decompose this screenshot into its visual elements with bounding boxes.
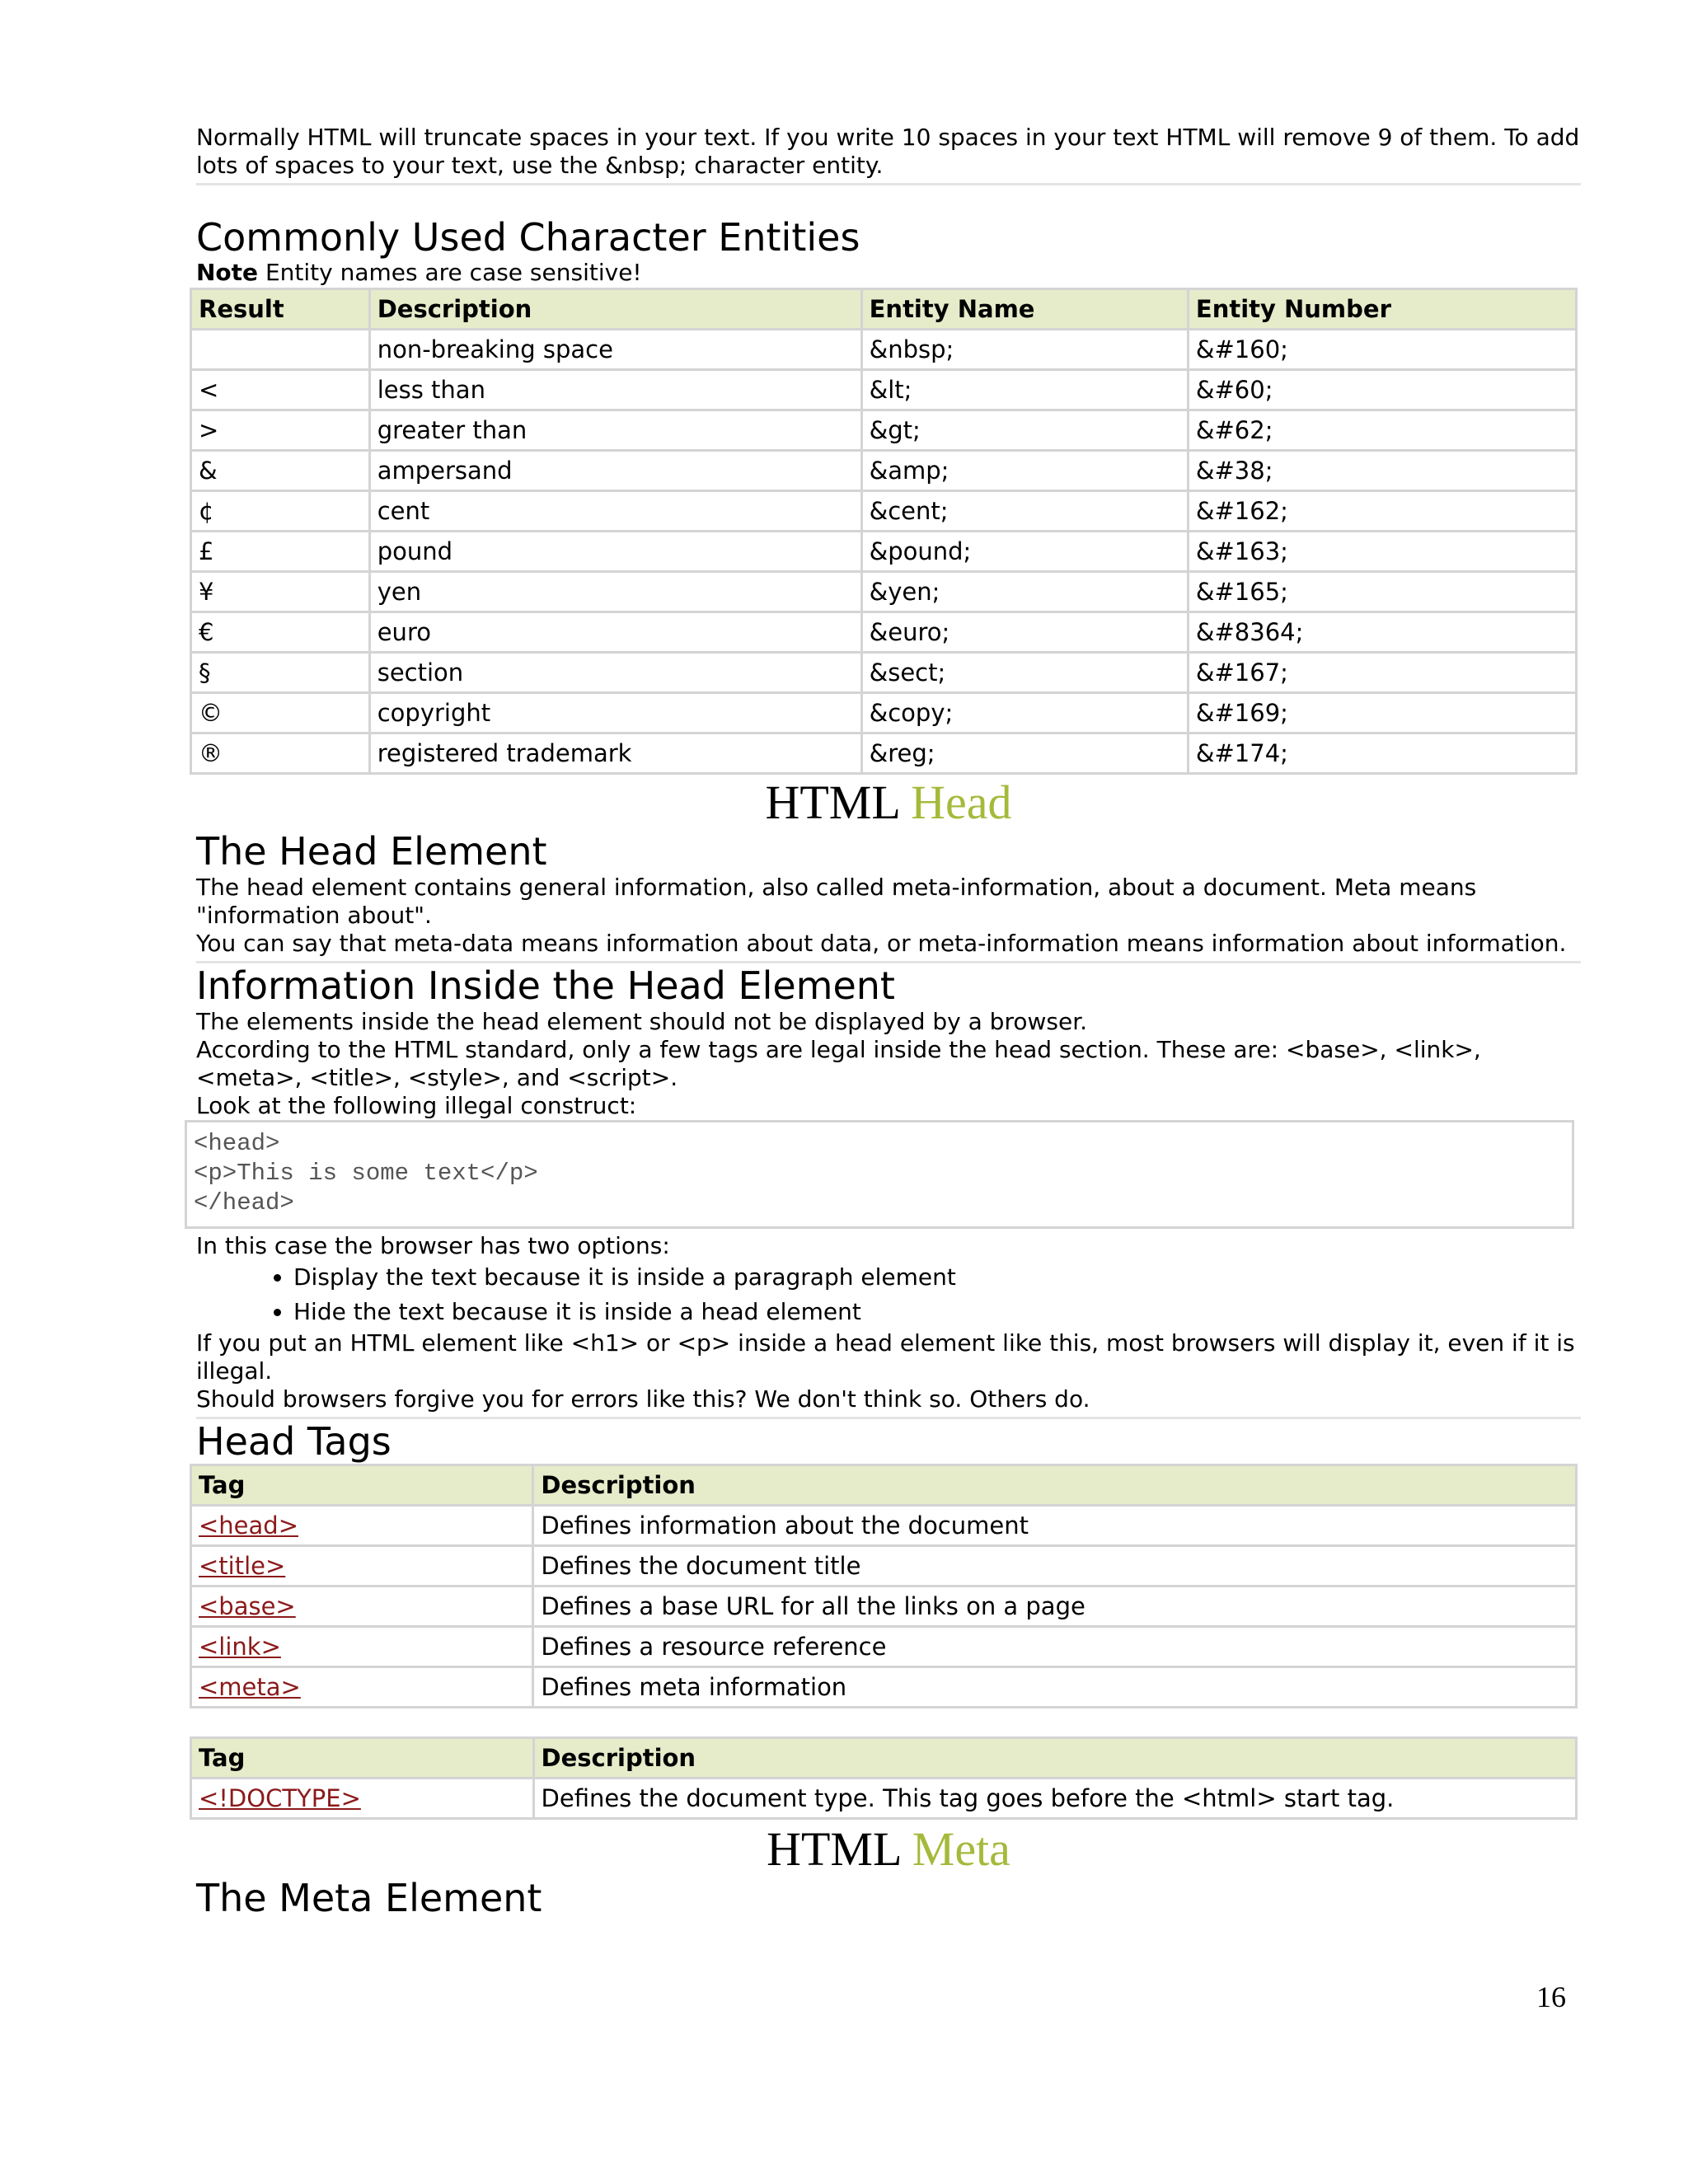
cell-description: section xyxy=(369,653,861,693)
cell-entity-number: &#169; xyxy=(1188,693,1576,733)
intro-paragraph: Normally HTML will truncate spaces in your text. If you write 10 spaces in your text HTML will remove 9 of them. To add lots of spaces to your text, use the &nbsp; character entity. xyxy=(196,124,1580,179)
table-row xyxy=(191,1506,1577,1546)
table-row xyxy=(191,410,1577,451)
cell-description: yen xyxy=(369,572,861,612)
inside-p3: Look at the following illegal construct: xyxy=(196,1092,637,1119)
title-part-meta: Meta xyxy=(912,1822,1010,1876)
cell-entity-number: &#160; xyxy=(1188,330,1576,370)
head-element-p2: You can say that meta-data means information about data, or meta-information means information about information. xyxy=(196,930,1567,957)
code-line: </head> xyxy=(194,1189,294,1216)
cell-entity-number: &#8364; xyxy=(1188,612,1576,653)
table-row xyxy=(191,612,1577,653)
cell-description: Defines the document type. This tag goes before the <html> start tag. xyxy=(533,1779,1576,1819)
page-content xyxy=(196,124,1581,1920)
code-example xyxy=(185,1120,1574,1229)
cell-description: less than xyxy=(369,370,861,410)
cell-result xyxy=(191,330,370,370)
entities-table xyxy=(190,288,1578,775)
cell-description: Defines information about the document xyxy=(533,1506,1577,1546)
table-row xyxy=(191,693,1577,733)
head-tags-heading: Head Tags xyxy=(196,1419,392,1464)
head-element-heading: The Head Element xyxy=(196,829,547,874)
table-row xyxy=(191,491,1577,532)
inside-p2: According to the HTML standard, only a few tags are legal inside the head section. These are: <base>, <link>, <meta>, <title>, <style>, and <script>. xyxy=(196,1036,1481,1091)
note-text: Entity names are case sensitive! xyxy=(258,259,642,286)
cell-description: Defines meta information xyxy=(533,1667,1577,1708)
html-head-title xyxy=(196,776,1581,829)
tag-link-doctype[interactable]: <!DOCTYPE> xyxy=(199,1784,361,1812)
table-row xyxy=(191,330,1577,370)
table-header-row xyxy=(191,289,1577,330)
title-part-html: HTML xyxy=(767,1822,912,1876)
inside-p1: The elements inside the head element should not be displayed by a browser. xyxy=(196,1008,1088,1035)
cell-result: ® xyxy=(191,733,370,774)
cell-description: cent xyxy=(369,491,861,532)
col-header-entity-name: Entity Name xyxy=(861,289,1188,330)
inside-p4: In this case the browser has two options: xyxy=(196,1232,670,1259)
cell-description: ampersand xyxy=(369,451,861,491)
table-row xyxy=(191,733,1577,774)
table-row xyxy=(191,1546,1577,1586)
col-header-description: Description xyxy=(369,289,861,330)
col-header-tag: Tag xyxy=(191,1465,533,1506)
cell-entity-number: &#60; xyxy=(1188,370,1576,410)
tag-link-title[interactable]: <title> xyxy=(199,1552,286,1580)
tag-link-link[interactable]: <link> xyxy=(199,1633,281,1661)
cell-entity-name: &nbsp; xyxy=(861,330,1188,370)
page-number: 16 xyxy=(1536,1980,1566,2013)
inside-p5: If you put an HTML element like <h1> or <p> inside a head element like this, most browsers will display it, even if it is illegal. xyxy=(196,1329,1575,1385)
table-header-row xyxy=(191,1738,1577,1779)
table-header-row xyxy=(191,1465,1577,1506)
cell-description: Defines a base URL for all the links on a page xyxy=(533,1586,1577,1627)
inside-heading: Information Inside the Head Element xyxy=(196,963,895,1008)
col-header-tag: Tag xyxy=(191,1738,534,1779)
cell-entity-number: &#167; xyxy=(1188,653,1576,693)
title-part-head: Head xyxy=(911,776,1012,829)
head-element-p1: The head element contains general information, also called meta-information, about a document. Meta means "information about". xyxy=(196,874,1477,929)
table-row xyxy=(191,653,1577,693)
code-line: <head> xyxy=(194,1130,280,1157)
note-label: Note xyxy=(196,259,259,286)
cell-description: euro xyxy=(369,612,861,653)
meta-element-heading: The Meta Element xyxy=(196,1876,542,1920)
cell-result: ¥ xyxy=(191,572,370,612)
table-row xyxy=(191,572,1577,612)
html-meta-title xyxy=(196,1823,1581,1876)
table-row xyxy=(191,1779,1577,1819)
inside-p6: Should browsers forgive you for errors like this? We don't think so. Others do. xyxy=(196,1385,1090,1413)
entities-heading: Commonly Used Character Entities xyxy=(196,215,860,260)
doctype-table xyxy=(190,1736,1578,1820)
list-item: • Display the text because it is inside a paragraph element xyxy=(293,1260,1581,1295)
tag-link-base[interactable]: <base> xyxy=(199,1592,296,1620)
table-row xyxy=(191,1667,1577,1708)
cell-entity-number: &#174; xyxy=(1188,733,1576,774)
options-list xyxy=(196,1260,1581,1329)
table-row xyxy=(191,370,1577,410)
cell-description: greater than xyxy=(369,410,861,451)
table-row xyxy=(191,451,1577,491)
cell-description: registered trademark xyxy=(369,733,861,774)
tag-link-head[interactable]: <head> xyxy=(199,1511,298,1540)
cell-description: non-breaking space xyxy=(369,330,861,370)
cell-entity-name: &lt; xyxy=(861,370,1188,410)
cell-entity-name: &cent; xyxy=(861,491,1188,532)
entities-note xyxy=(196,260,1581,286)
table-row xyxy=(191,1627,1577,1667)
tag-link-meta[interactable]: <meta> xyxy=(199,1673,301,1701)
cell-result: © xyxy=(191,693,370,733)
cell-entity-name: &sect; xyxy=(861,653,1188,693)
cell-entity-number: &#162; xyxy=(1188,491,1576,532)
cell-result: > xyxy=(191,410,370,451)
cell-entity-name: &reg; xyxy=(861,733,1188,774)
title-part-html: HTML xyxy=(765,776,912,829)
head-tags-table xyxy=(190,1464,1578,1708)
col-header-entity-number: Entity Number xyxy=(1188,289,1576,330)
code-line: <p>This is some text</p> xyxy=(194,1160,538,1187)
list-item: • Hide the text because it is inside a head element xyxy=(293,1295,1581,1329)
cell-entity-name: &amp; xyxy=(861,451,1188,491)
cell-description: Defines the document title xyxy=(533,1546,1577,1586)
cell-entity-name: &euro; xyxy=(861,612,1188,653)
cell-result: £ xyxy=(191,532,370,572)
cell-entity-number: &#38; xyxy=(1188,451,1576,491)
table-row xyxy=(191,532,1577,572)
cell-entity-name: &gt; xyxy=(861,410,1188,451)
cell-description: copyright xyxy=(369,693,861,733)
cell-entity-number: &#62; xyxy=(1188,410,1576,451)
cell-entity-name: &yen; xyxy=(861,572,1188,612)
cell-description: pound xyxy=(369,532,861,572)
cell-entity-name: &copy; xyxy=(861,693,1188,733)
cell-description: Defines a resource reference xyxy=(533,1627,1577,1667)
col-header-result: Result xyxy=(191,289,370,330)
col-header-description: Description xyxy=(533,1465,1577,1506)
cell-result: & xyxy=(191,451,370,491)
table-row xyxy=(191,1586,1577,1627)
cell-entity-number: &#165; xyxy=(1188,572,1576,612)
cell-result: < xyxy=(191,370,370,410)
cell-result: € xyxy=(191,612,370,653)
cell-result: § xyxy=(191,653,370,693)
cell-entity-name: &pound; xyxy=(861,532,1188,572)
cell-entity-number: &#163; xyxy=(1188,532,1576,572)
divider xyxy=(196,183,1581,185)
col-header-description: Description xyxy=(533,1738,1576,1779)
cell-result: ¢ xyxy=(191,491,370,532)
